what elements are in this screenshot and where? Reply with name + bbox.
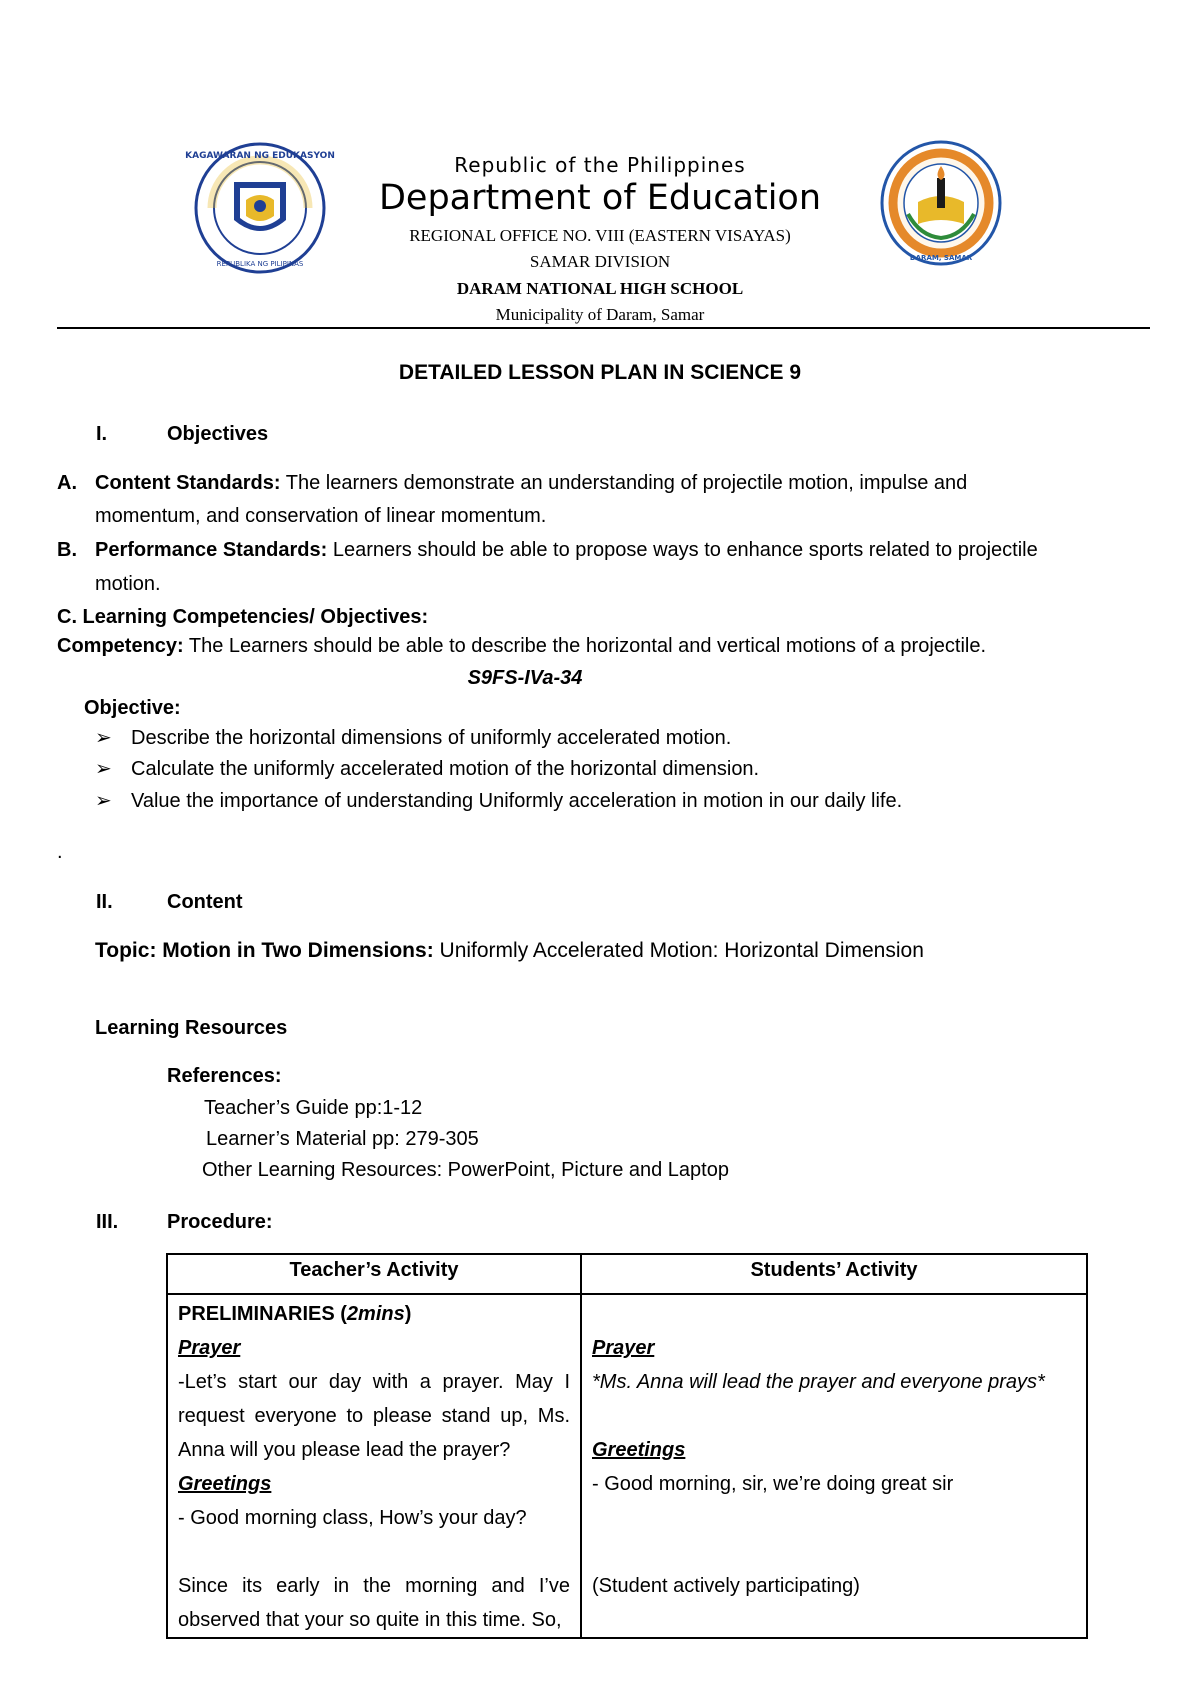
student-greetings-text: - Good morning, sir, we’re doing great sir [592, 1473, 954, 1495]
cell-spacer [178, 1535, 570, 1569]
section-numeral-1: I. [96, 423, 108, 445]
svg-text:DARAM, SAMAR: DARAM, SAMAR [909, 254, 973, 262]
topic-line [95, 934, 924, 967]
teacher-activity-cell [167, 1294, 581, 1638]
learning-resources-heading: Learning Resources [95, 1017, 288, 1039]
teacher-greetings-heading: Greetings [178, 1473, 272, 1495]
objectives-heading: Objectives [167, 423, 269, 445]
stray-dot: . [57, 841, 63, 863]
objective-bullet [95, 722, 731, 755]
objective-bullet-text: Calculate the uniformly accelerated motion of the horizontal dimension. [131, 758, 760, 780]
references-heading: References: [167, 1065, 282, 1087]
section-numeral-3: III. [96, 1211, 119, 1233]
competency-label: Competency: [57, 635, 184, 657]
arrow-bullet-icon: ➢ [95, 758, 112, 780]
objective-bullet-text: Value the importance of understanding Uniformly acceleration in motion in our daily life. [131, 790, 903, 812]
municipality-line: Municipality of Daram, Samar [495, 305, 705, 324]
performance-standards-text-2: motion. [95, 573, 161, 595]
cell-spacer [592, 1399, 1076, 1433]
school-name: DARAM NATIONAL HIGH SCHOOL [456, 279, 744, 298]
reference-teachers-guide: Teacher’s Guide pp:1-12 [204, 1097, 423, 1119]
competency-code: S9FS-IVa-34 [467, 667, 583, 689]
table-header-row [167, 1254, 1087, 1294]
student-prayer-text: *Ms. Anna will lead the prayer and everyone prays* [592, 1371, 1045, 1393]
content-heading: Content [167, 891, 243, 913]
cell-spacer [592, 1297, 1076, 1331]
students-activity-header: Students’ Activity [581, 1254, 1087, 1294]
topic-text: Uniformly Accelerated Motion: Horizontal Dimension [433, 939, 924, 962]
lesson-plan-title: DETAILED LESSON PLAN IN SCIENCE 9 [398, 361, 802, 384]
content-standards-text-1: The learners demonstrate an understanding of projectile motion, impulse and [280, 472, 968, 494]
department-title: Department of Education [378, 178, 822, 218]
objective-label: Objective: [84, 697, 181, 719]
preliminaries-label: PRELIMINARIES (2mins) [178, 1303, 412, 1325]
competency-text: The Learners should be able to describe the horizontal and vertical motions of a projectile. [183, 635, 987, 657]
students-activity-cell [581, 1294, 1087, 1638]
teacher-activity-header: Teacher’s Activity [167, 1254, 581, 1294]
student-greetings-heading: Greetings [592, 1439, 686, 1461]
content-standards-text-2: momentum, and conservation of linear momentum. [95, 505, 547, 527]
student-participating-text: (Student actively participating) [592, 1575, 860, 1597]
teacher-prayer-text: -Let’s start our day with a prayer. May I request everyone to please stand up, Ms. Anna will you please lead the prayer? [178, 1371, 570, 1461]
content-standards-label: Content Standards: [95, 472, 281, 494]
reference-learners-material: Learner’s Material pp: 279-305 [206, 1128, 479, 1150]
learning-competencies-heading: C. Learning Competencies/ Objectives: [57, 606, 429, 628]
cell-spacer [592, 1535, 1076, 1569]
section-numeral-2: II. [96, 891, 113, 913]
teacher-prayer-heading: Prayer [178, 1337, 241, 1359]
table-row [167, 1294, 1087, 1638]
item-letter-b: B. [57, 539, 77, 561]
item-letter-a: A. [57, 472, 77, 494]
objective-bullet-text: Describe the horizontal dimensions of uniformly accelerated motion. [131, 727, 732, 749]
performance-standards-label: Performance Standards: [95, 539, 328, 561]
objective-bullet [95, 753, 759, 786]
svg-text:KAGAWARAN NG EDUKASYON: KAGAWARAN NG EDUKASYON [185, 151, 335, 161]
teacher-observation-text: Since its early in the morning and I’ve observed that your so quite in this time. So, [178, 1575, 570, 1631]
procedure-heading: Procedure: [167, 1211, 273, 1233]
teacher-greetings-text: - Good morning class, How’s your day? [178, 1507, 527, 1529]
arrow-bullet-icon: ➢ [95, 790, 112, 812]
reference-other-resources: Other Learning Resources: PowerPoint, Picture and Laptop [202, 1159, 729, 1181]
svg-text:REPUBLIKA NG PILIPINAS: REPUBLIKA NG PILIPINAS [216, 260, 304, 268]
procedure-table [166, 1253, 1088, 1639]
arrow-bullet-icon: ➢ [95, 727, 112, 749]
competency [57, 630, 1157, 663]
regional-office-line: REGIONAL OFFICE NO. VIII (EASTERN VISAYAS) [409, 226, 791, 245]
performance-standards [95, 534, 1175, 567]
content-standards [95, 467, 1165, 500]
performance-standards-text-1: Learners should be able to propose ways to enhance sports related to projectile [327, 539, 1038, 561]
republic-line: Republic of the Philippines [454, 153, 746, 177]
header-divider [57, 327, 1150, 329]
student-prayer-heading: Prayer [592, 1337, 655, 1359]
topic-label: Topic: Motion in Two Dimensions: [95, 939, 434, 962]
cell-spacer [592, 1501, 1076, 1535]
objective-bullet [95, 785, 902, 818]
division-line: SAMAR DIVISION [529, 252, 671, 271]
